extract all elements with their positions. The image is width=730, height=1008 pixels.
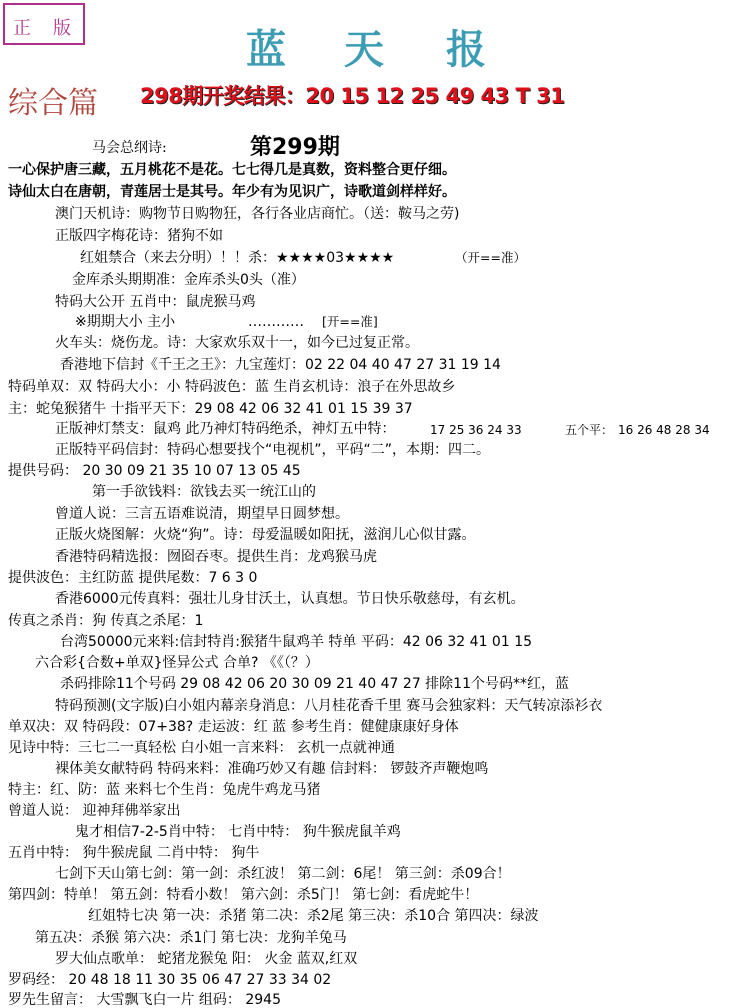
line-14-label: 五个平：	[565, 423, 614, 437]
line-06: 红姐禁合（来去分明）！！杀：★★★★03★★★★	[80, 250, 395, 266]
line-19: 正版火烧图解：火烧“狗”。诗：母爱温暖如阳抚，滋润儿心似甘露。	[55, 527, 476, 543]
line-20: 香港特码精选报：囫囵吞枣。提供生肖：龙鸡猴马虎	[55, 549, 377, 565]
line-31: 特主：红、防：蓝 来料七个生肖：兔虎牛鸡龙马猪	[8, 782, 321, 798]
line-09-note: [开==准]	[322, 314, 378, 329]
line-01: 马会总纲诗:	[92, 140, 167, 156]
line-30: 裸体美女献特码 特码来料：准确巧妙又有趣 信封料： 锣鼓齐声鞭炮鸣	[55, 761, 489, 777]
stamp-right-char: 版	[53, 18, 71, 39]
line-11: 香港地下信封《千王之王》：九宝莲灯：02 22 04 40 47 27 31 19 14	[60, 357, 501, 373]
line-21: 提供波色：主红防蓝 提供尾数：7 6 3 0	[8, 570, 258, 586]
line-13: 主：蛇兔猴猪牛 十指平天下：29 08 42 06 32 41 01 15 39 37	[8, 401, 413, 417]
line-03: 诗仙太白在唐朝，青莲居士是其号。年少有为见识广，诗歌道剑样样好。	[8, 184, 456, 200]
line-10: 火车头：烧伤龙。诗：大家欢乐双十一，如今已过复正常。	[55, 335, 419, 351]
masthead-char-1: 蓝	[246, 26, 286, 73]
line-34: 五肖中特： 狗牛猴虎鼠 二肖中特： 狗牛	[8, 845, 260, 861]
masthead-char-2: 天	[344, 26, 384, 73]
line-38: 第五决：杀猴 第六决：杀1门 第七决：龙狗羊兔马	[35, 930, 347, 946]
line-05: 正版四字梅花诗：猪狗不如	[55, 228, 223, 244]
line-14-numbers-b: 16 26 48 28 34	[618, 423, 710, 437]
line-28: 单双决：双 特码段：07+38? 走运波：红 蓝 参考生肖：健健康康好身体	[8, 719, 459, 735]
line-14-numbers-a: 17 25 36 24 33	[430, 423, 522, 437]
line-09-dots: …………	[248, 314, 304, 330]
line-14: 正版神灯禁支：鼠鸡 此乃神灯特码绝杀，神灯五中特：	[55, 421, 396, 437]
line-41: 罗先生留言： 大雪飘飞白一片 组码： 2945	[8, 992, 281, 1008]
line-09: ※期期大小 主小	[75, 314, 176, 330]
masthead-char-3: 报	[446, 26, 486, 73]
line-40: 罗码经： 20 48 18 11 30 35 06 47 27 33 34 02	[8, 972, 332, 988]
line-33: 鬼才相信7-2-5肖中特： 七肖中特： 狗牛猴虎鼠羊鸡	[75, 824, 401, 840]
line-25: 六合彩{合数+单双}怪异公式 合单? 《《（？）	[35, 655, 319, 671]
genuine-stamp	[3, 3, 85, 45]
line-24: 台湾50000元来料:信封特肖:猴猪牛鼠鸡羊 特单 平码：42 06 32 41 01 15	[60, 634, 533, 650]
line-35: 七剑下天山第七剑：第一剑：杀红波！ 第二剑：6尾！ 第三剑：杀09合！	[55, 866, 511, 882]
stamp-left-char: 正	[13, 18, 31, 39]
previous-draw-result: 298期开奖结果：20 15 12 25 49 43 T 31	[140, 84, 565, 108]
line-23: 传真之杀肖：狗 传真之杀尾：1	[8, 613, 204, 629]
line-22: 香港6000元传真料：强壮儿身甘沃土，认真想。节日快乐敬慈母，有玄机。	[55, 591, 525, 607]
line-29: 见诗中特：三七二一真轻松 白小姐一言来料： 玄机一点就神通	[8, 740, 395, 756]
line-02: 一心保护唐三藏，五月桃花不是花。七七得几是真数，资料整合更仔细。	[8, 162, 456, 178]
line-07: 金库杀头期期准：金库杀头0头（准）	[72, 272, 305, 288]
line-16: 提供号码： 20 30 09 21 35 10 07 13 05 45	[8, 463, 301, 479]
line-26: 杀码排除11个号码 29 08 42 06 20 30 09 21 40 47 27 排除11个号码**红，蓝	[60, 676, 569, 692]
line-08: 特码大公开 五肖中：鼠虎猴马鸡	[55, 294, 256, 310]
line-15: 正版特平码信封：特码心想要找个“电视机”，平码“二”，本期：四二。	[55, 442, 491, 458]
line-12: 特码单双：双 特码大小：小 特码波色：蓝 生肖玄机诗：浪子在外思故乡	[8, 379, 456, 395]
line-32: 曾道人说： 迎神拜佛举家出	[8, 803, 181, 819]
line-18: 曾道人说：三言五语难说清，期望早日圆梦想。	[55, 506, 349, 522]
line-27: 特码预测(文字版)白小姐内幕亲身消息：八月桂花香千里 赛马会独家料：天气转凉添衫衣	[55, 698, 603, 714]
line-39: 罗大仙点歌单： 蛇猪龙猴兔 阳： 火金 蓝双,红双	[55, 951, 358, 967]
line-17: 第一手欲钱料：欲钱去买一统江山的	[92, 484, 316, 500]
section-heading: 综合篇	[8, 86, 98, 121]
issue-number: 第299期	[250, 135, 340, 160]
line-04: 澳门天机诗：购物节日购物狂，各行各业店商忙。（送：鞍马之劳)	[55, 206, 460, 222]
line-36: 第四剑：特单！ 第五剑：特看小数！ 第六剑：杀5门！ 第七剑：看虎蛇牛！	[8, 887, 479, 903]
line-06-note: （开==准）	[455, 250, 526, 265]
line-37: 红姐特七决 第一决：杀猪 第二决：杀2尾 第三决：杀10合 第四决：绿波	[88, 908, 539, 924]
